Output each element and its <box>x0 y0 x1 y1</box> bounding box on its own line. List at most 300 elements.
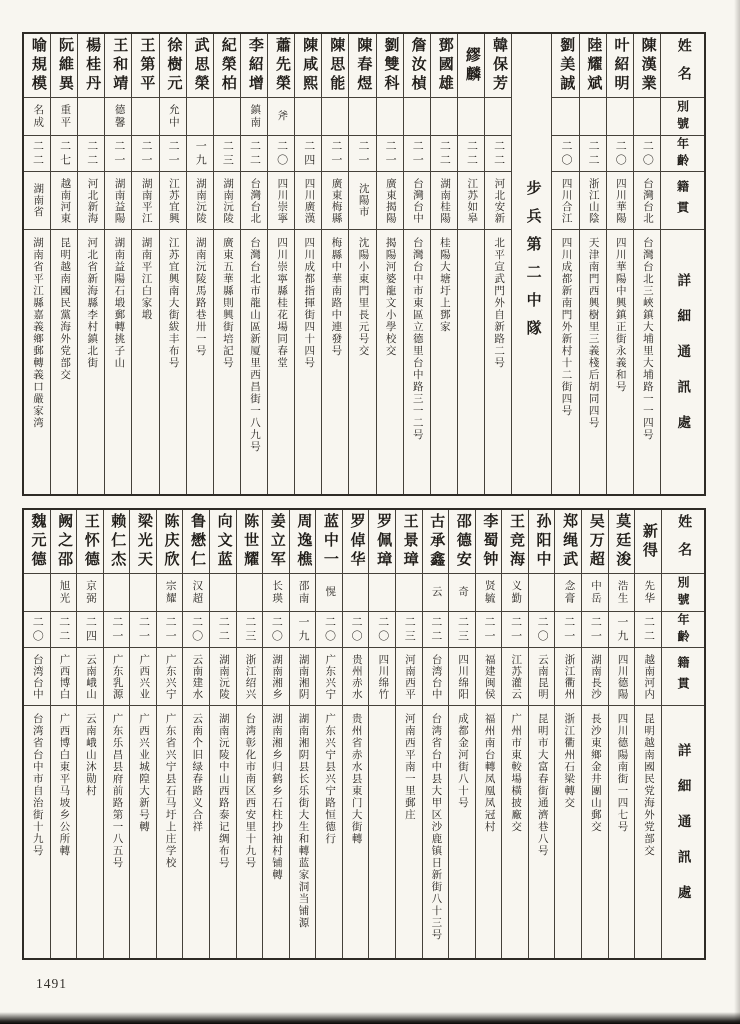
page-number: 1491 <box>36 976 67 991</box>
entry-address-text: 台灣台北市龍山區新厦里西昌街一八九号 <box>249 237 261 453</box>
entry-age-text: 二〇 <box>559 139 572 168</box>
entry-name <box>210 510 236 574</box>
entry-native-text: 台湾台中 <box>430 653 442 700</box>
entry-age <box>502 612 528 648</box>
entry-native <box>130 648 156 706</box>
entry-address <box>157 706 183 958</box>
entry-native <box>214 172 240 230</box>
roster-entry <box>104 34 131 494</box>
entry-address-text: 廣東五華縣則興街培記号 <box>221 237 233 369</box>
roster-entry <box>159 34 186 494</box>
header-name-text: 姓名 <box>675 37 691 94</box>
entry-native-text: 四川德陽 <box>616 653 628 700</box>
entry-alias <box>635 574 661 612</box>
roster-entry <box>403 34 430 494</box>
entry-age <box>160 136 186 172</box>
entry-alias <box>104 574 130 612</box>
header-address-text: 詳細通訊處 <box>675 273 691 451</box>
entry-age-text: 二〇 <box>323 615 336 644</box>
entry-native <box>160 172 186 230</box>
entry-name <box>241 34 267 98</box>
entry-age <box>555 612 581 648</box>
entry-alias <box>105 98 131 136</box>
entry-native-text: 湖南沅陵 <box>194 177 206 224</box>
entry-address <box>634 230 660 494</box>
entry-age-text: 二三 <box>403 615 416 644</box>
entry-native-text: 广东乳源 <box>111 653 123 700</box>
entry-address <box>582 706 608 958</box>
entry-address <box>396 706 422 958</box>
entry-name <box>635 510 661 574</box>
entry-address <box>322 230 348 494</box>
entry-name-text: 陳漢業 <box>639 37 656 94</box>
entry-native <box>580 172 606 230</box>
entry-name-text: 吴万超 <box>587 513 604 570</box>
entry-native-text: 河北安新 <box>493 177 505 224</box>
entry-address-text: 广东乐昌县府前路第一八五号 <box>111 713 123 869</box>
entry-address <box>423 706 449 958</box>
entry-address <box>263 706 289 958</box>
roster-entry <box>77 34 104 494</box>
entry-age-text: 二〇 <box>270 615 283 644</box>
entry-age-text: 二一 <box>509 615 522 644</box>
entry-name <box>157 510 183 574</box>
entry-age-text: 二〇 <box>641 139 654 168</box>
entry-alias <box>609 574 635 612</box>
roster-entry <box>608 510 635 958</box>
entry-name-text: 孙阳中 <box>534 513 551 570</box>
roster-entry <box>182 510 209 958</box>
roster-entry <box>395 510 422 958</box>
entry-address <box>349 230 375 494</box>
entry-age <box>187 136 213 172</box>
roster-entry <box>606 34 633 494</box>
entry-native <box>343 648 369 706</box>
entry-alias <box>290 574 316 612</box>
entry-alias-text: 京弼 <box>85 580 97 605</box>
entry-native <box>183 648 209 706</box>
entry-name-text: 阮維異 <box>56 37 73 94</box>
entry-native <box>609 648 635 706</box>
entry-name <box>485 34 511 98</box>
entry-address-text: 昆明越南國民党海外党部交 <box>643 713 655 857</box>
entry-name <box>214 34 240 98</box>
entry-native-text: 湖南長沙 <box>590 653 602 700</box>
roster-entry <box>321 34 348 494</box>
entry-name-text: 王第平 <box>138 37 155 94</box>
entry-age-text: 二一 <box>140 139 152 168</box>
entry-name <box>377 34 403 98</box>
entry-age <box>183 612 209 648</box>
entry-native-text: 沈陽市 <box>357 183 369 218</box>
entry-age-text: 二〇 <box>350 615 363 644</box>
entry-native <box>431 172 457 230</box>
entry-alias <box>24 98 50 136</box>
entry-address <box>77 706 103 958</box>
entry-name <box>268 34 294 98</box>
entry-native-text: 台灣台中 <box>411 177 423 224</box>
entry-name <box>529 510 555 574</box>
entry-age <box>210 612 236 648</box>
entry-name <box>476 510 502 574</box>
entry-alias <box>157 574 183 612</box>
entry-alias-text: 长瑛 <box>271 580 283 605</box>
entry-alias <box>268 98 294 136</box>
entry-address <box>241 230 267 494</box>
entry-address-text: 云南峨山沐勋村 <box>84 713 96 797</box>
entry-address <box>214 230 240 494</box>
entry-native <box>552 172 578 230</box>
entry-address <box>607 230 633 494</box>
entry-name <box>104 510 130 574</box>
entry-address-text: 贵州省赤水县東门大街轉 <box>350 713 362 845</box>
entry-native <box>210 648 236 706</box>
entry-name-text: 周逸樵 <box>295 513 312 570</box>
entry-age-text: 二二 <box>465 139 478 168</box>
roster-entry <box>348 34 375 494</box>
entry-address-text: 台湾彰化市南区西安里十九号 <box>244 713 256 869</box>
entry-address <box>431 230 457 494</box>
entry-age <box>51 136 77 172</box>
header-name <box>662 510 704 574</box>
entry-native <box>51 648 77 706</box>
roster-entry <box>24 510 50 958</box>
entry-name-text: 姜立军 <box>268 513 285 570</box>
entry-alias <box>160 98 186 136</box>
header-native-text: 籍貫 <box>675 179 690 222</box>
entry-alias-text: 名成 <box>32 104 44 129</box>
entry-name-text: 王景璋 <box>401 513 418 570</box>
entry-native <box>105 172 131 230</box>
entry-address <box>130 706 156 958</box>
roster-entry <box>236 510 263 958</box>
entry-address-text: 广东省兴宁县石马圩上庄学校 <box>164 713 176 869</box>
entry-name-text: 徐樹元 <box>165 37 182 94</box>
entry-age <box>607 136 633 172</box>
entry-alias <box>214 98 240 136</box>
entry-alias <box>502 574 528 612</box>
entry-address <box>635 706 661 958</box>
entry-name-text: 陈庆欣 <box>162 513 179 570</box>
entry-native <box>476 648 502 706</box>
section-divider-label <box>512 34 551 494</box>
entry-address <box>377 230 403 494</box>
roster-entry <box>457 34 484 494</box>
header-age-text: 年齡 <box>675 136 690 171</box>
entry-native-text: 湖南湘阴 <box>297 653 309 700</box>
entry-name-text: 罗佩璋 <box>375 513 392 570</box>
entry-alias-text: 旭光 <box>58 580 70 605</box>
roster-entry <box>551 34 578 494</box>
entry-native <box>263 648 289 706</box>
entry-native <box>157 648 183 706</box>
entry-name <box>316 510 342 574</box>
roster-entry <box>289 510 316 958</box>
entry-age-text: 二四 <box>84 615 97 644</box>
entry-age-text: 二二 <box>642 615 655 644</box>
roster-entry <box>579 34 606 494</box>
entry-age <box>316 612 342 648</box>
entry-age <box>24 612 50 648</box>
entry-name <box>187 34 213 98</box>
entry-name <box>580 34 606 98</box>
entry-age <box>51 612 77 648</box>
entry-name <box>458 34 484 98</box>
entry-address-text: 台湾省台中县大甲区沙鹿镇日新街八十三号 <box>430 713 442 941</box>
entry-age <box>377 136 403 172</box>
roster-entry <box>76 510 103 958</box>
entry-name <box>343 510 369 574</box>
entry-address <box>51 706 77 958</box>
entry-address <box>24 706 50 958</box>
entry-alias <box>187 98 213 136</box>
entry-name <box>51 34 77 98</box>
entry-name <box>431 34 457 98</box>
entry-age-text: 二一 <box>562 615 575 644</box>
roster-entry <box>129 510 156 958</box>
entry-alias-text: 先华 <box>643 580 655 605</box>
entry-address-text: 長沙東鄉金井團山郵交 <box>589 713 601 833</box>
entry-address-text: 梅縣中華南路中連發号 <box>330 237 342 357</box>
entry-alias <box>237 574 263 612</box>
entry-native <box>607 172 633 230</box>
entry-native <box>635 648 661 706</box>
entry-native-text: 四川廣漢 <box>303 177 315 224</box>
entry-alias <box>183 574 209 612</box>
entry-native <box>369 648 395 706</box>
entry-alias <box>51 574 77 612</box>
entry-alias <box>130 574 156 612</box>
entry-alias <box>24 574 50 612</box>
entry-name-text: 武思榮 <box>192 37 209 94</box>
entry-address <box>187 230 213 494</box>
roster-entry <box>501 510 528 958</box>
entry-name-text: 李紹增 <box>246 37 263 94</box>
entry-name-text: 向文蓝 <box>215 513 232 570</box>
entry-native <box>555 648 581 706</box>
entry-address <box>160 230 186 494</box>
entry-name-text: 古承鑫 <box>428 513 445 570</box>
entry-age-text: 二二 <box>85 139 98 168</box>
entry-alias-text: 德馨 <box>113 104 125 129</box>
entry-address <box>404 230 430 494</box>
header-alias <box>662 574 704 612</box>
entry-alias-text: 愰 <box>324 586 336 599</box>
entry-address <box>476 706 502 958</box>
entry-age-text: 二二 <box>429 615 442 644</box>
entry-address-text: 江苏宜興南大街紱丰布号 <box>167 237 179 369</box>
entry-native <box>51 172 77 230</box>
roster-entry <box>156 510 183 958</box>
entry-native <box>316 648 342 706</box>
entry-alias <box>404 98 430 136</box>
entry-age-text: 二一 <box>411 139 424 168</box>
entry-alias-text: 邵南 <box>297 580 309 605</box>
scan-edge-bottom <box>0 1012 740 1024</box>
entry-native-text: 台湾台中 <box>31 653 43 700</box>
entry-address <box>24 230 50 494</box>
entry-age-text: 一九 <box>296 615 309 644</box>
roster-entry <box>475 510 502 958</box>
entry-address <box>485 230 511 494</box>
entry-age-text: 二〇 <box>190 615 203 644</box>
entry-age <box>349 136 375 172</box>
entry-alias-text: 云 <box>430 586 442 599</box>
entry-name <box>555 510 581 574</box>
entry-name-text: 叶紹明 <box>612 37 629 94</box>
entry-native-text: 广东兴宁 <box>164 653 176 700</box>
header-name-text: 姓名 <box>676 513 692 570</box>
entry-native-text: 云南峨山 <box>85 653 97 700</box>
entry-age <box>582 612 608 648</box>
entry-address <box>369 706 395 958</box>
roster-entry <box>448 510 475 958</box>
header-age <box>662 612 704 648</box>
roster-entry <box>315 510 342 958</box>
entry-age <box>78 136 104 172</box>
entry-native <box>237 648 263 706</box>
entry-address <box>609 706 635 958</box>
entry-native-text: 湖南省 <box>32 183 44 218</box>
roster-entry <box>633 34 660 494</box>
entry-age <box>580 136 606 172</box>
entry-name <box>130 510 156 574</box>
entry-alias-text: 贤毓 <box>483 580 495 605</box>
entry-address <box>343 706 369 958</box>
entry-age <box>404 136 430 172</box>
entry-address-text: 湖南湘乡归鹤乡石柱抄袖村铺轉 <box>270 713 282 881</box>
entry-name-text: 陳思能 <box>328 37 345 94</box>
entry-address-text: 广西博白東平马坡乡公所轉 <box>58 713 70 857</box>
entry-native <box>423 648 449 706</box>
entry-native-text: 台灣台北 <box>642 177 654 224</box>
entry-address-text: 桂陽大塘圩上鄧家 <box>438 237 450 333</box>
entry-native-text: 浙江绍兴 <box>244 653 256 700</box>
entry-age <box>130 612 156 648</box>
entry-address-text: 天津南門西興樹里三義棧后胡同四号 <box>587 237 599 429</box>
entry-name <box>295 34 321 98</box>
entry-native-text: 浙江衢州 <box>563 653 575 700</box>
entry-age-text: 二二 <box>31 139 44 168</box>
roster-entry <box>186 34 213 494</box>
section-divider-label-text: 步兵第二中隊 <box>524 180 541 348</box>
entry-native <box>78 172 104 230</box>
entry-name-text: 魏元德 <box>29 513 46 570</box>
header-native-text: 籍貫 <box>675 655 690 698</box>
entry-age-text: 二二 <box>438 139 451 168</box>
entry-alias <box>458 98 484 136</box>
entry-native-text: 廣東梅縣 <box>330 177 342 224</box>
entry-age-text: 二七 <box>58 139 71 168</box>
entry-name-text: 蕭先榮 <box>273 37 290 94</box>
entry-alias <box>369 574 395 612</box>
entry-age <box>105 136 131 172</box>
entry-address <box>502 706 528 958</box>
entry-age <box>458 136 484 172</box>
entry-native-text: 河北新海 <box>86 177 98 224</box>
entry-address-text: 河南西平南一里郵庄 <box>403 713 415 821</box>
entry-age-text: 二二 <box>57 615 70 644</box>
entry-native-text: 越南河内 <box>643 653 655 700</box>
entry-alias-text: 斧 <box>276 110 288 123</box>
entry-name-text: 楊桂丹 <box>84 37 101 94</box>
entry-address-text: 昆明市大富春街通濟巷八号 <box>536 713 548 857</box>
entry-native <box>268 172 294 230</box>
roster-entry <box>267 34 294 494</box>
entry-alias <box>343 574 369 612</box>
roster-table-lower <box>22 508 706 960</box>
entry-native-text: 云南昆明 <box>536 653 548 700</box>
entry-alias <box>529 574 555 612</box>
header-native <box>662 648 704 706</box>
entry-native <box>24 172 50 230</box>
roster-entry <box>50 510 77 958</box>
entry-age <box>343 612 369 648</box>
entry-alias <box>263 574 289 612</box>
roster-entry <box>294 34 321 494</box>
entry-native <box>241 172 267 230</box>
entry-native <box>529 648 555 706</box>
entry-alias <box>295 98 321 136</box>
roster-entry <box>554 510 581 958</box>
entry-native-text: 江苏宜興 <box>167 177 179 224</box>
entry-age <box>476 612 502 648</box>
entry-native-text: 河南西平 <box>403 653 415 700</box>
entry-age <box>396 612 422 648</box>
entry-age <box>529 612 555 648</box>
entry-name-text: 鄧國雄 <box>436 37 453 94</box>
entry-name <box>369 510 395 574</box>
entry-name-text: 陸耀斌 <box>585 37 602 94</box>
entry-address-text: 北平宣武門外自新路二号 <box>493 237 505 369</box>
entry-address-text: 台湾省台中市自治街十九号 <box>31 713 43 857</box>
entry-name <box>449 510 475 574</box>
entry-native-text: 四川崇寧 <box>276 177 288 224</box>
entry-age <box>635 612 661 648</box>
entry-address-text: 福州南台轉凤凰凤冠村 <box>483 713 495 833</box>
header-address <box>661 230 704 494</box>
entry-name-text: 阙之邵 <box>56 513 73 570</box>
entry-address-text: 浙江衢州石梁轉交 <box>563 713 575 809</box>
entry-address-text: 沈陽小東門里長元号交 <box>357 237 369 357</box>
scan-edge-right <box>734 0 740 1024</box>
entry-address-text: 湖南湘阴县长乐街大生和轉蓝家洞当铺源 <box>297 713 309 929</box>
entry-native <box>582 648 608 706</box>
entry-native <box>404 172 430 230</box>
entry-name <box>582 510 608 574</box>
entry-name-text: 莫廷浚 <box>614 513 631 570</box>
entry-age-text: 二一 <box>167 139 180 168</box>
entry-address <box>104 706 130 958</box>
entry-alias-text: 义勤 <box>510 580 522 605</box>
roster-entry <box>342 510 369 958</box>
entry-native <box>634 172 660 230</box>
entry-alias-text: 奇 <box>457 586 469 599</box>
roster-entry <box>422 510 449 958</box>
entry-address-text: 湖南平江白家塅 <box>140 237 152 321</box>
entry-native-text: 广东兴宁 <box>324 653 336 700</box>
entry-age-text: 二一 <box>137 615 150 644</box>
entry-address <box>295 230 321 494</box>
entry-age-text: 二〇 <box>614 139 627 168</box>
entry-address <box>552 230 578 494</box>
entry-age-text: 二二 <box>217 615 230 644</box>
entry-alias <box>555 574 581 612</box>
entry-age <box>485 136 511 172</box>
entry-name-text: 王怀德 <box>82 513 99 570</box>
entry-address-text: 广东兴宁县兴宁路恒德行 <box>324 713 336 845</box>
entry-age-text: 二〇 <box>31 615 44 644</box>
